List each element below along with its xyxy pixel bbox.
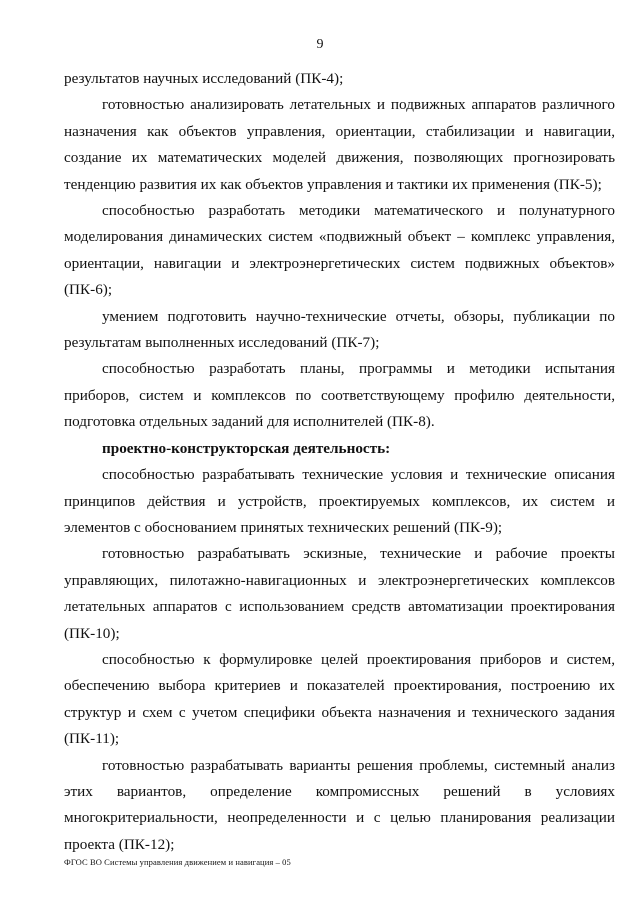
paragraph: готовностью разрабатывать эскизные, технические и рабочие проекты управляющих, пилотажно-навигационных и электроэнергетических комплексов летательных аппаратов с использованием средств автоматизации проектирования (ПК-10); — [64, 545, 615, 642]
page-number: 9 — [316, 37, 324, 52]
paragraph: способностью к формулировке целей проектирования приборов и систем, обеспечению выбора критериев и показателей проектирования, построению их структур и схем с учетом специфики объекта назначения и технического задания (ПК-11); — [64, 650, 615, 748]
paragraph: результатов научных исследований (ПК-4); — [64, 70, 344, 87]
paragraph: умением подготовить научно-технические отчеты, обзоры, публикации по результатам выполненных исследований (ПК-7); — [64, 307, 615, 352]
paragraph: готовностью анализировать летательных и подвижных аппаратов различного назначения как объектов управления, ориентации, стабилизации и навигации, создание их математических моделей движения, позволяющих прогнозировать тенденцию развития их как объектов управления и тактики их применения (ПК-5); — [64, 96, 615, 193]
paragraph: способностью разработать планы, программы и методики испытания приборов, систем и комплексов по соответствующему профилю деятельности, подготовка отдельных заданий для исполнителей (ПК-8). — [64, 360, 615, 431]
document-footer: ФГОС ВО Системы управления движением и навигация – 05 — [64, 857, 291, 867]
paragraph: способностью разработать методики математического и полунатурного моделирования динамических систем «подвижный объект – комплекс управления, ориентации, навигации и электроэнергетических систем подвижных объектов» (ПК-6); — [64, 202, 615, 299]
paragraph: способностью разрабатывать технические условия и технические описания принципов действия и устройств, проектируемых комплексов, их систем и элементов с обоснованием принятых технических решений (ПК-9); — [64, 466, 615, 536]
section-heading: проектно-конструкторская деятельность: — [102, 439, 391, 457]
document-body — [64, 66, 615, 858]
paragraph: готовностью разрабатывать варианты решения проблемы, системный анализ этих вариантов, определение компромиссных решений в условиях многокритериальности, неопределенности и с целью планирования реализации проекта (ПК-12); — [64, 756, 615, 853]
